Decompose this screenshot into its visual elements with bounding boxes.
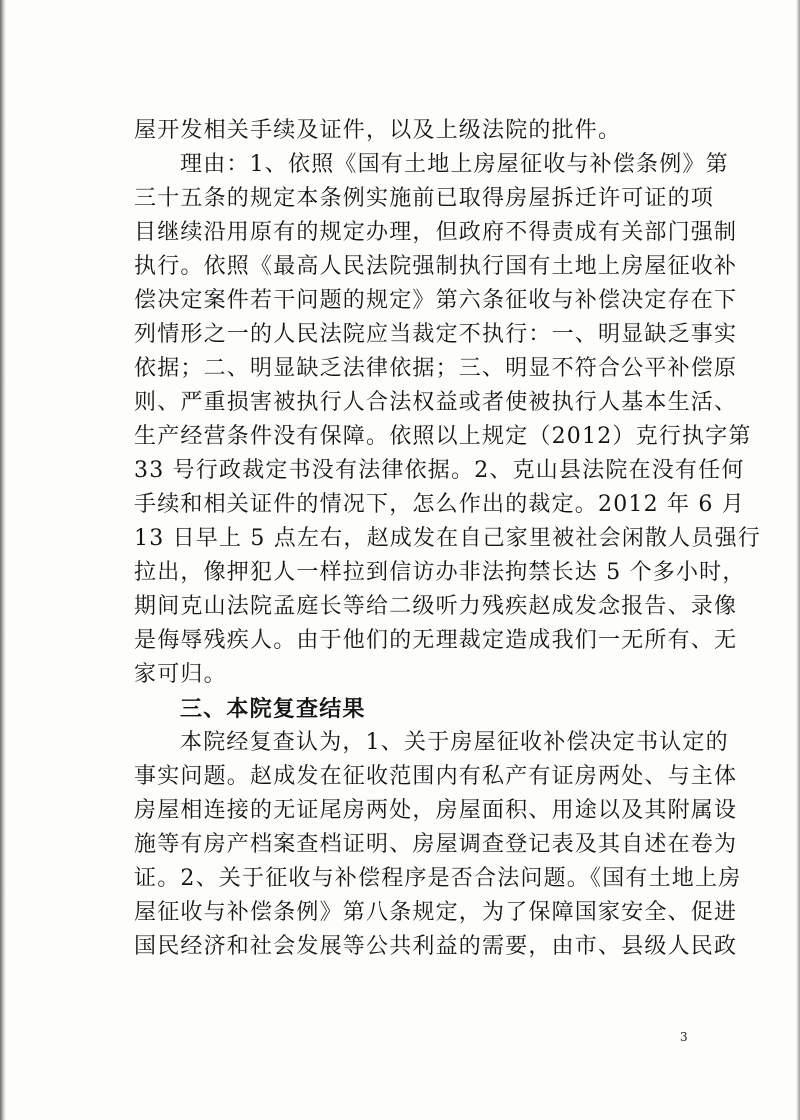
text-line: 屋征收与补偿条例》第八条规定，为了保障国家安全、促进 bbox=[134, 900, 738, 925]
text-line: 13 日早上 5 点左右，赵成发在自己家里被社会闲散人员强行 bbox=[134, 526, 761, 551]
page-number: 3 bbox=[680, 1030, 688, 1044]
text-line: 三十五条的规定本条例实施前已取得房屋拆迁许可证的项 bbox=[134, 186, 715, 211]
text-line: 列情形之一的人民法院应当裁定不执行：一、明显缺乏事实 bbox=[134, 322, 738, 347]
text-line: 屋开发相关手续及证件，以及上级法院的批件。 bbox=[134, 118, 622, 143]
text-line: 生产经营条件没有保障。依照以上规定（2012）克行执字第 bbox=[134, 424, 752, 449]
text-line: 偿决定案件若干问题的规定》第六条征收与补偿决定存在下 bbox=[134, 288, 738, 313]
text-line: 期间克山法院孟庭长等给二级听力残疾赵成发念报告、录像 bbox=[134, 594, 738, 619]
text-line: 依据；二、明显缺乏法律依据；三、明显不符合公平补偿原 bbox=[134, 356, 738, 381]
text-line: 是侮辱残疾人。由于他们的无理裁定造成我们一无所有、无 bbox=[134, 628, 738, 653]
text-line: 执行。依照《最高人民法院强制执行国有土地上房屋征收补 bbox=[134, 254, 738, 279]
text-line: 房屋相连接的无证尾房两处，房屋面积、用途以及其附属设 bbox=[134, 798, 738, 823]
text-line: 理由：1、依照《国有土地上房屋征收与补偿条例》第 bbox=[180, 152, 729, 177]
text-line: 33 号行政裁定书没有法律依据。2、克山县法院在没有任何 bbox=[134, 458, 745, 483]
text-line: 家可归。 bbox=[134, 662, 227, 687]
text-line: 证。2、关于征收与补偿程序是否合法问题。《国有土地上房 bbox=[134, 866, 742, 891]
text-line: 目继续沿用原有的规定办理，但政府不得责成有关部门强制 bbox=[134, 220, 738, 245]
text-line: 拉出，像押犯人一样拉到信访办非法拘禁长达 5 个多小时， bbox=[134, 560, 746, 585]
text-line: 施等有房产档案查档证明、房屋调查登记表及其自述在卷为 bbox=[134, 832, 738, 857]
text-line: 则、严重损害被执行人合法权益或者使被执行人基本生活、 bbox=[134, 390, 738, 415]
document-body bbox=[134, 114, 761, 964]
section-heading: 三、本院复查结果 bbox=[180, 696, 366, 722]
scan-edge-right bbox=[796, 0, 800, 1120]
text-line: 国民经济和社会发展等公共利益的需要，由市、县级人民政 bbox=[134, 934, 738, 959]
text-line: 手续和相关证件的情况下，怎么作出的裁定。2012 年 6 月 bbox=[134, 492, 745, 517]
scan-edge-left bbox=[0, 0, 6, 1120]
text-line: 事实问题。赵成发在征收范围内有私产有证房两处、与主体 bbox=[134, 764, 738, 789]
text-line: 本院经复查认为，1、关于房屋征收补偿决定书认定的 bbox=[180, 730, 729, 755]
